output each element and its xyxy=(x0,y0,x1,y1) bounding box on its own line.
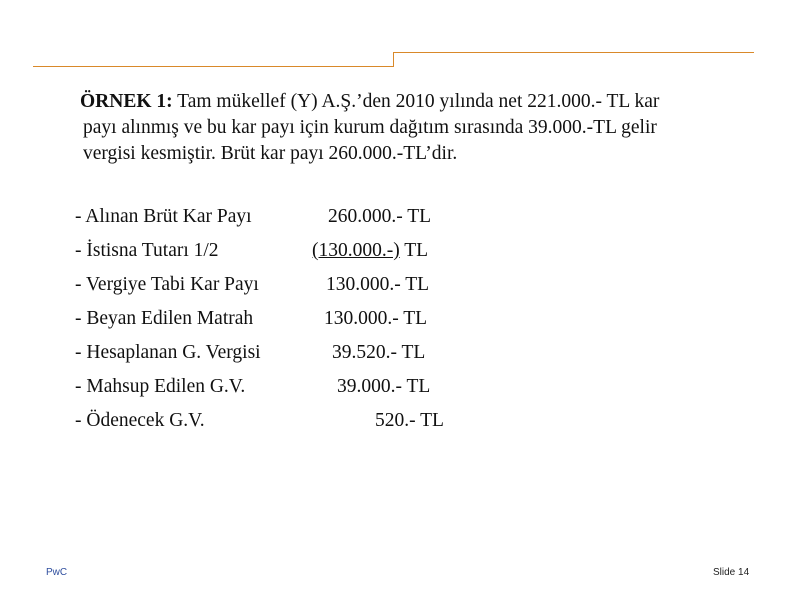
calc-label: - İstisna Tutarı 1/2 xyxy=(75,240,219,261)
calc-label: - Beyan Edilen Matrah xyxy=(75,308,254,329)
calc-amount-value: 130.000.- xyxy=(326,274,401,295)
calc-amount xyxy=(324,306,427,332)
example-line-1 xyxy=(80,89,760,115)
calc-amount-unit: TL xyxy=(402,376,431,397)
header-rule-step xyxy=(393,52,394,67)
example-line-3: vergisi kesmiştir. Brüt kar payı 260.000.-TL’dir. xyxy=(83,143,458,164)
calc-amount-unit: TL xyxy=(402,206,432,227)
calc-amount xyxy=(312,238,428,264)
calc-amount-value: (130.000.-) xyxy=(312,240,400,261)
calc-amount xyxy=(337,374,430,400)
calc-amount-value: 39.000.- xyxy=(337,376,402,397)
slide-number: Slide 14 xyxy=(713,567,750,578)
calc-amount-unit: TL xyxy=(398,308,428,329)
example-paragraph xyxy=(80,89,760,167)
calc-label: - Hesaplanan G. Vergisi xyxy=(75,342,261,363)
calc-amount-unit: TL xyxy=(415,410,444,431)
calc-amount-unit: TL xyxy=(397,342,426,363)
calc-amount-value: 130.000.- xyxy=(324,308,399,329)
calc-amount xyxy=(332,340,425,366)
header-rule-left xyxy=(33,66,394,67)
calc-amount-value: 260.000.- xyxy=(328,206,403,227)
calc-amount xyxy=(328,204,431,230)
calc-label: - Alınan Brüt Kar Payı xyxy=(75,206,252,227)
calc-amount xyxy=(326,272,429,298)
example-heading: ÖRNEK 1: xyxy=(80,91,173,112)
header-rule-right xyxy=(393,52,754,53)
calc-amount-unit: TL xyxy=(399,240,429,261)
calc-amount-value: 520.- xyxy=(375,410,416,431)
example-line-1-text: Tam mükellef (Y) A.Ş.’den 2010 yılında net 221.000.- TL kar xyxy=(172,91,660,112)
calc-label: - Mahsup Edilen G.V. xyxy=(75,376,246,397)
calc-label: - Ödenecek G.V. xyxy=(75,410,205,431)
calc-amount-unit: TL xyxy=(400,274,430,295)
footer-brand: PwC xyxy=(46,567,68,578)
calc-amount-value: 39.520.- xyxy=(332,342,397,363)
example-line-2: payı alınmış ve bu kar payı için kurum dağıtım sırasında 39.000.-TL gelir xyxy=(83,117,657,138)
calc-label: - Vergiye Tabi Kar Payı xyxy=(75,274,259,295)
calc-amount xyxy=(375,408,444,434)
